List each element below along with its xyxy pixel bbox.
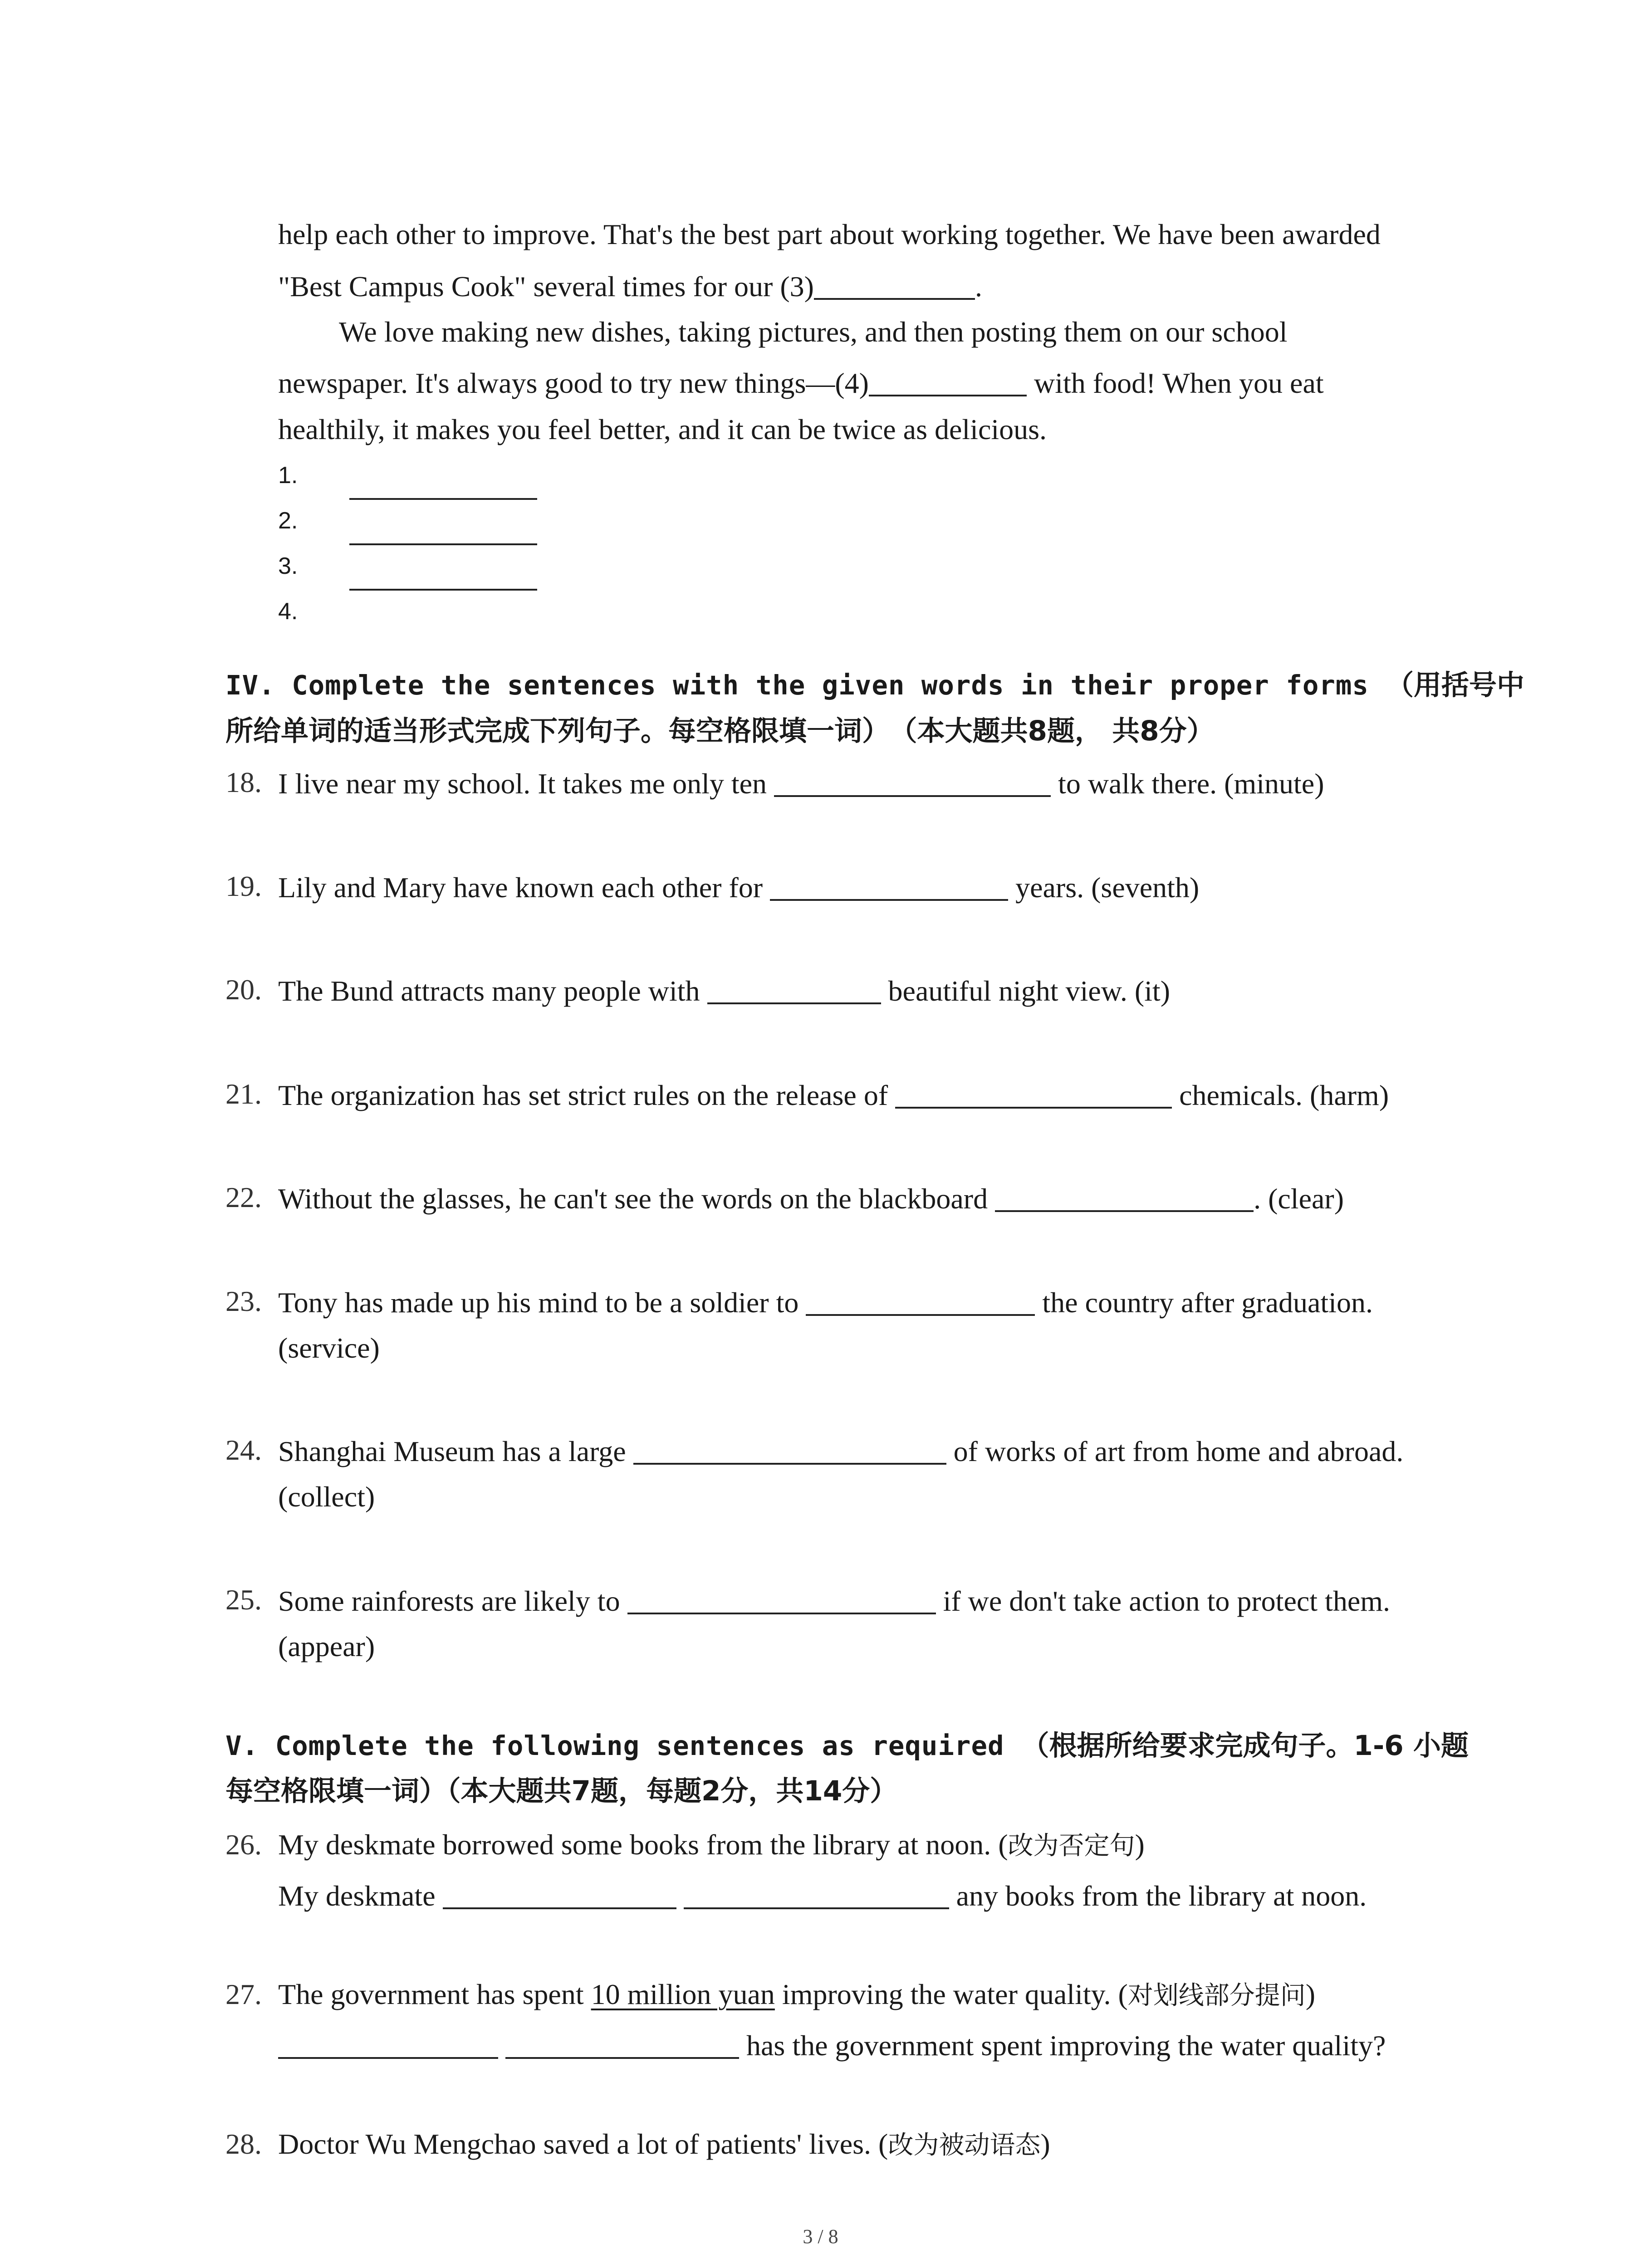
section-heading: IV. Complete the sentences with the given words in their proper forms （用括号中: [225, 669, 1524, 701]
blank[interactable]: [770, 872, 1008, 901]
question-27: The government has spent 10 million yuan improving the water quality. (对划线部分提问): [278, 1978, 1316, 2010]
underlined-part: 10 million yuan: [591, 1978, 775, 2010]
question-26-answer: My deskmate any books from the library at noon.: [278, 1880, 1367, 1912]
question-26: My deskmate borrowed some books from the library at noon. (改为否定句): [278, 1828, 1145, 1861]
question-25: Some rainforests are likely to if we don't take action to protect them.: [278, 1585, 1390, 1617]
passage-line: healthily, it makes you feel better, and it can be twice as delicious.: [278, 413, 1047, 445]
blank-4[interactable]: [869, 367, 1027, 396]
question-21: The organization has set strict rules on the release of chemicals. (harm): [278, 1079, 1389, 1111]
passage-line: "Best Campus Cook" several times for our (3) .: [278, 270, 982, 303]
question-number: 19.: [225, 870, 262, 902]
blank[interactable]: [684, 1880, 949, 1909]
blank[interactable]: [443, 1880, 676, 1909]
question-27-answer: has the government spent improving the water quality?: [278, 2030, 1386, 2060]
blank[interactable]: [633, 1436, 946, 1465]
section-heading: V. Complete the following sentences as required （根据所给要求完成句子。1-6 小题: [225, 1730, 1469, 1762]
question-23-hint: (service): [278, 1332, 380, 1364]
passage-line: newspaper. It's always good to try new things—(4) with food! When you eat: [278, 367, 1324, 399]
question-number: 18.: [225, 766, 262, 798]
question-28: Doctor Wu Mengchao saved a lot of patients' lives. (改为被动语态): [278, 2128, 1050, 2160]
question-24-hint: (collect): [278, 1481, 375, 1513]
blank[interactable]: [806, 1287, 1035, 1316]
question-number: 26.: [225, 1828, 262, 1861]
question-number: 22.: [225, 1181, 262, 1213]
question-number: 20.: [225, 973, 262, 1006]
answer-label: 2.: [278, 508, 298, 534]
question-22: Without the glasses, he can't see the words on the blackboard . (clear): [278, 1183, 1344, 1215]
question-19: Lily and Mary have known each other for years. (seventh): [278, 871, 1200, 904]
question-25-hint: (appear): [278, 1630, 375, 1662]
page-number: 3 / 8: [803, 2225, 838, 2248]
blank[interactable]: [627, 1585, 936, 1614]
answer-line[interactable]: [349, 498, 537, 500]
blank[interactable]: [505, 2030, 739, 2059]
blank[interactable]: [278, 2030, 498, 2059]
question-18: I live near my school. It takes me only ten to walk there. (minute): [278, 767, 1324, 800]
passage-line: We love making new dishes, taking pictures, and then posting them on our school: [339, 316, 1288, 348]
question-number: 28.: [225, 2128, 262, 2160]
blank-3[interactable]: [814, 271, 975, 300]
section-heading: 所给单词的适当形式完成下列句子。每空格限填一词） （本大题共8题， 共8分）: [225, 715, 1215, 747]
question-number: 23.: [225, 1285, 262, 1317]
answer-label: 3.: [278, 553, 298, 579]
answer-label: 4.: [278, 598, 298, 625]
answer-line[interactable]: [349, 543, 537, 545]
question-24: Shanghai Museum has a large of works of art from home and abroad.: [278, 1435, 1404, 1467]
blank[interactable]: [774, 768, 1051, 797]
answer-line[interactable]: [349, 589, 537, 591]
question-number: 21.: [225, 1078, 262, 1110]
question-number: 25.: [225, 1584, 262, 1616]
question-23: Tony has made up his mind to be a soldier to the country after graduation.: [278, 1286, 1373, 1319]
question-number: 24.: [225, 1434, 262, 1466]
section-heading: 每空格限填一词）（本大题共7题，每题2分，共14分）: [225, 1775, 898, 1807]
question-20: The Bund attracts many people with beautiful night view. (it): [278, 975, 1170, 1007]
question-number: 27.: [225, 1978, 262, 2010]
blank[interactable]: [895, 1080, 1172, 1109]
passage-line: help each other to improve. That's the best part about working together. We have been awarded: [278, 218, 1381, 250]
blank[interactable]: [707, 975, 881, 1004]
answer-label: 1.: [278, 462, 298, 489]
blank[interactable]: [995, 1183, 1254, 1212]
